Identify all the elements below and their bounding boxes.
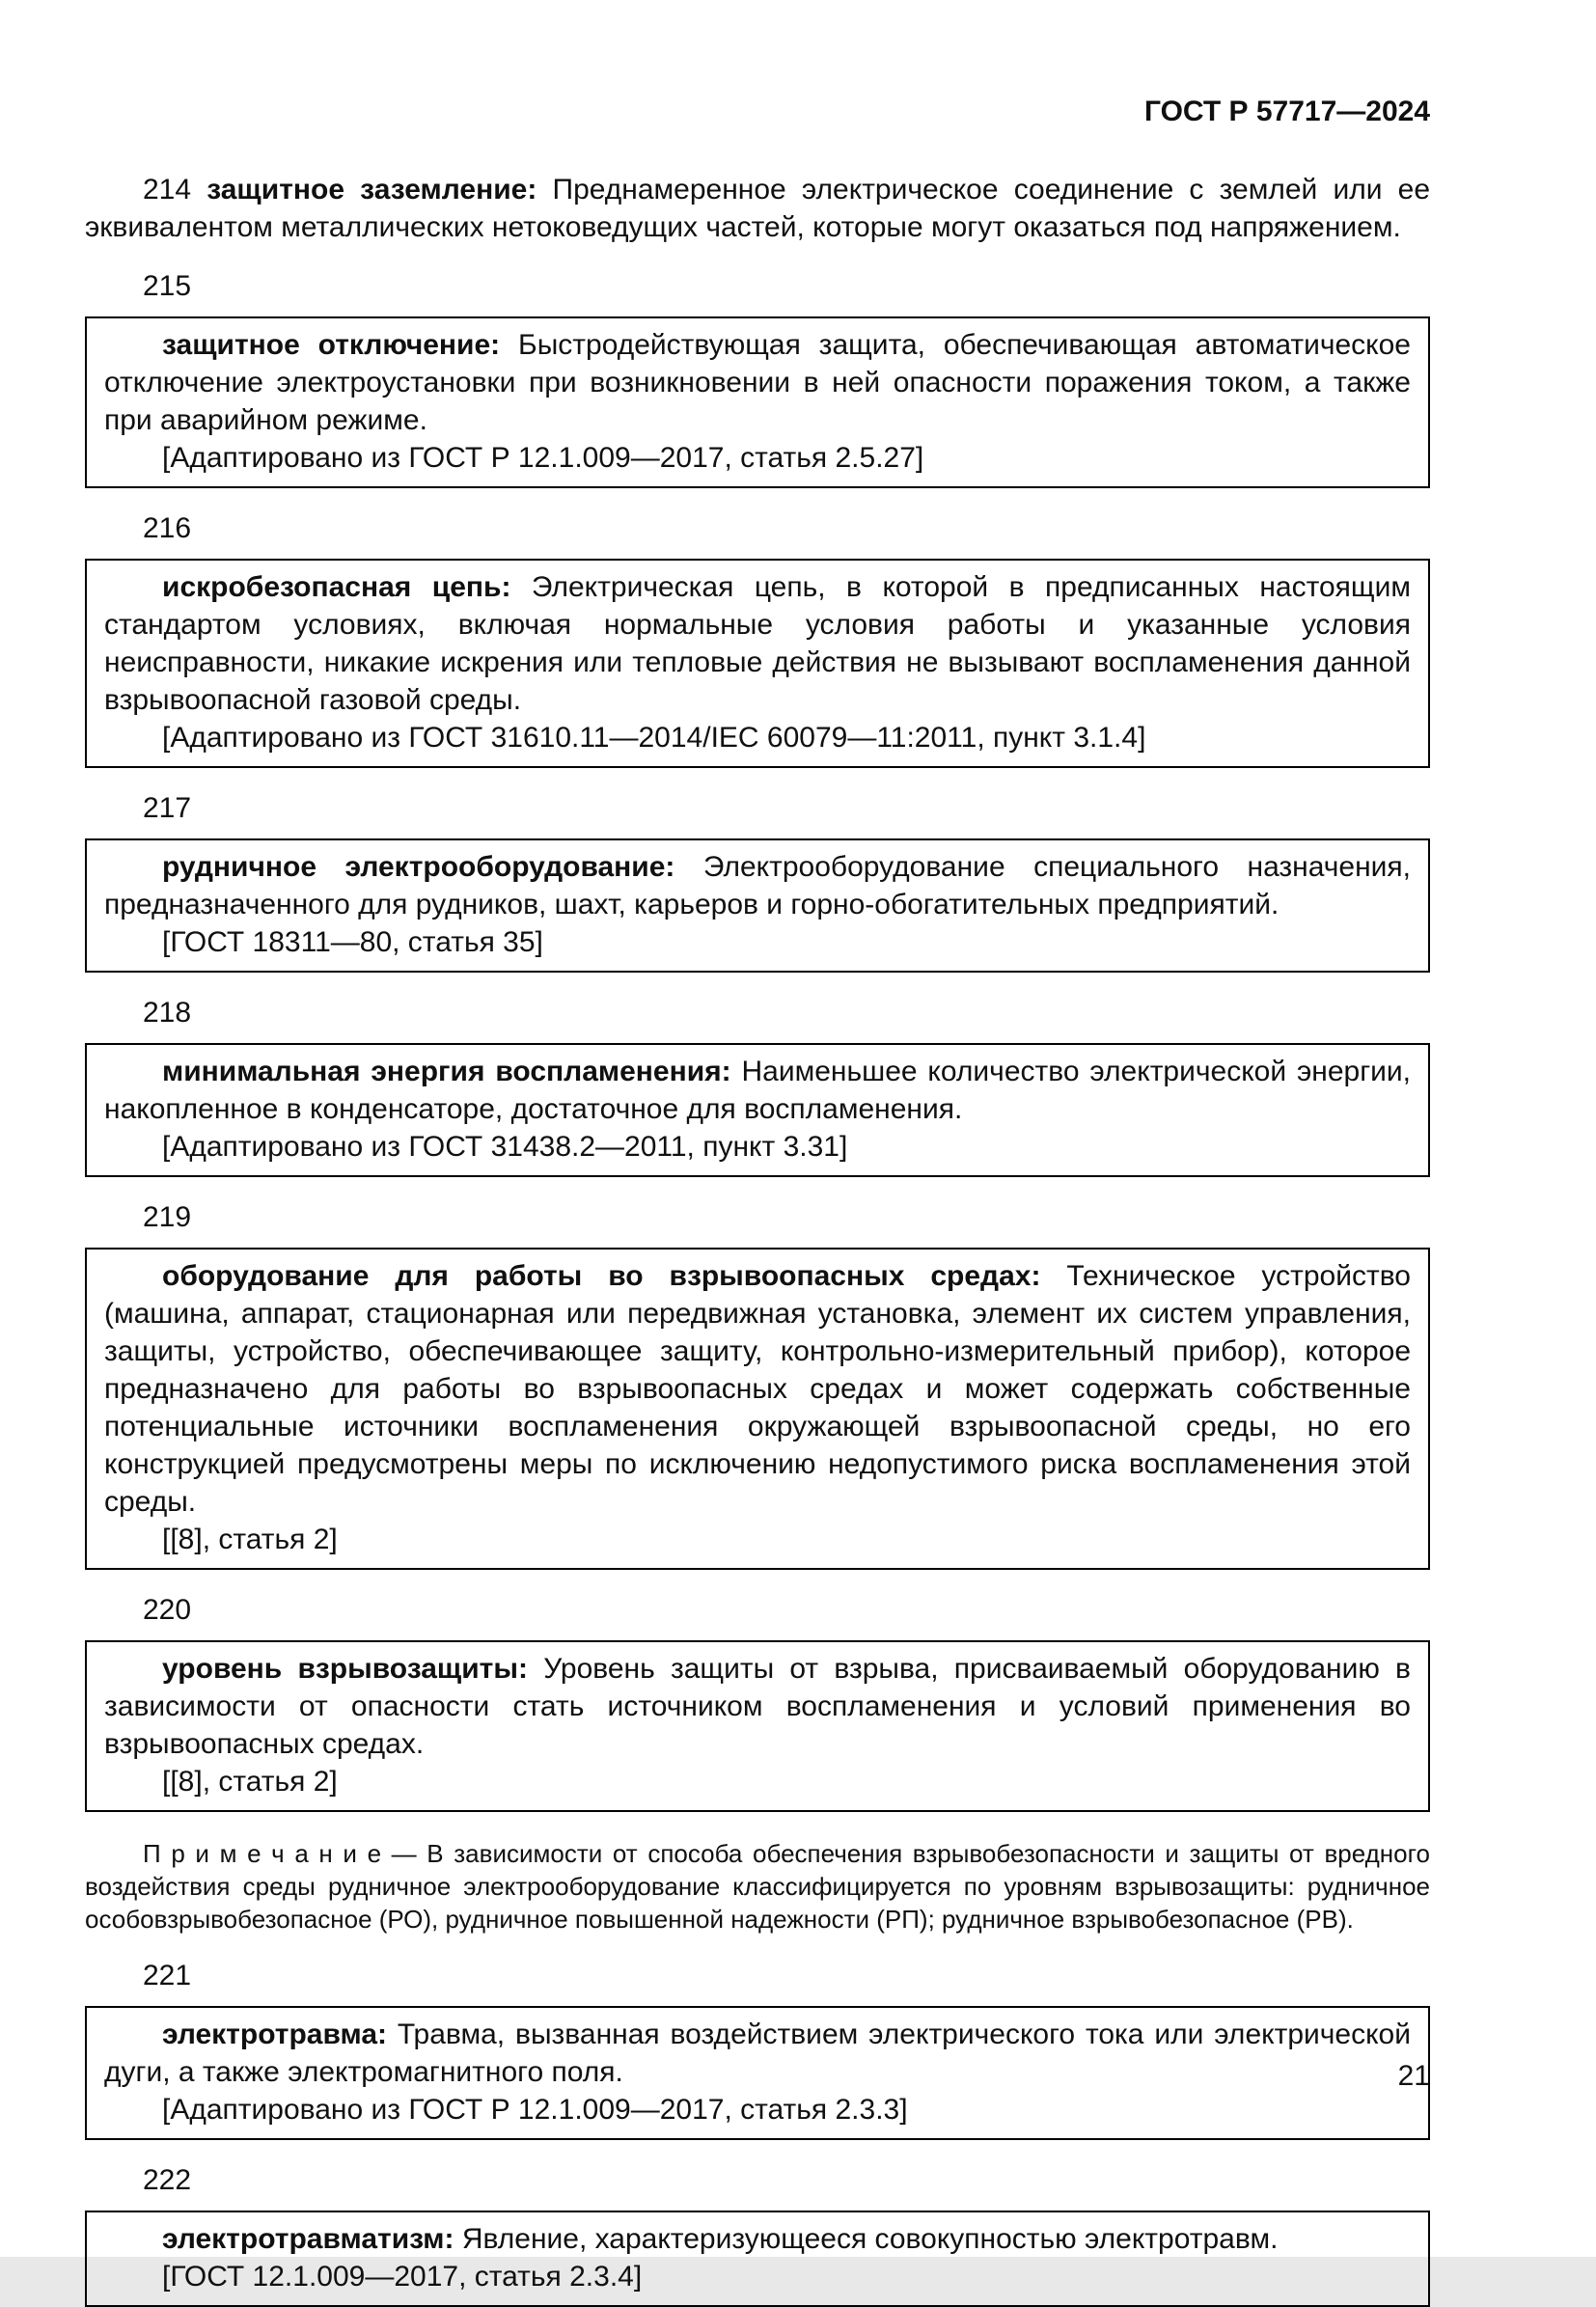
definition-paragraph — [104, 326, 1411, 439]
definition-entry — [85, 2161, 1430, 2307]
page-header — [85, 93, 1430, 130]
entry-number: 216 — [143, 512, 192, 544]
definition-paragraph — [104, 1650, 1411, 1763]
term: оборудование для работы во взрывоопасных средах: — [162, 1260, 1041, 1292]
term: рудничное электрооборудование: — [162, 851, 675, 883]
definition-entry — [85, 789, 1430, 973]
definition-entry — [85, 171, 1430, 246]
definition-box — [85, 1640, 1430, 1812]
definition-paragraph — [104, 568, 1411, 719]
definition-text: Уровень защиты от взрыва, присваиваемый оборудованию в зависимости от опасности стать источником воспламенения и условий применения во взрывоопасных средах. — [104, 1653, 1411, 1760]
definition-box — [85, 1043, 1430, 1177]
definition-box — [85, 171, 1430, 246]
term: электротравматизм: — [162, 2223, 454, 2255]
definition-paragraph — [104, 1053, 1411, 1128]
term: уровень взрывозащиты: — [162, 1653, 528, 1685]
entries-container — [85, 171, 1430, 2307]
page-number: 21 — [1397, 2060, 1430, 2092]
source-reference: [Адаптировано из ГОСТ 31610.11—2014/IEC 60079—11:2011, пункт 3.1.4] — [162, 722, 1146, 754]
entry-number-inline: 214 — [143, 174, 207, 206]
definition-box — [85, 316, 1430, 488]
definition-entry — [85, 1591, 1430, 1936]
doc-code: ГОСТ Р 57717—2024 — [1143, 96, 1430, 127]
entry-number: 222 — [143, 2164, 192, 2196]
definition-text: Преднамеренное электрическое соединение с землей или ее эквивалентом металлических нетоковедущих частей, которые могут оказаться под напряжением. — [85, 174, 1431, 243]
entry-number: 215 — [143, 270, 192, 302]
entry-number: 221 — [143, 1960, 192, 1991]
definition-paragraph — [104, 2016, 1411, 2091]
source-reference: [[8], статья 2] — [162, 1524, 338, 1555]
definition-paragraph — [104, 2220, 1411, 2258]
definition-box — [85, 2006, 1430, 2140]
term: защитное заземление: — [206, 174, 537, 206]
entry-number: 219 — [143, 1201, 192, 1233]
source-reference: [ГОСТ 18311—80, статья 35] — [162, 926, 543, 958]
note: П р и м е ч а н и е — В зависимости от способа обеспечения взрывобезопасности и защиты от вредного воздействия среды рудничное электрооборудование классифицируется по уровням взрывозащиты: рудничное особовзрывобезопасное (РО), рудничное повышенной надежности (РП); рудничное взрывобезопасное (РВ). — [85, 1839, 1430, 1934]
term: электротравма: — [162, 2019, 387, 2050]
source-reference: [ГОСТ 12.1.009—2017, статья 2.3.4] — [162, 2261, 643, 2293]
definition-text: Наименьшее количество электрической энергии, накопленное в конденсаторе, достаточное для воспламенения. — [104, 1056, 1412, 1125]
definition-box — [85, 838, 1430, 973]
definition-paragraph — [104, 848, 1411, 923]
definition-paragraph — [85, 171, 1430, 246]
source-reference: [Адаптировано из ГОСТ Р 12.1.009—2017, статья 2.5.27] — [162, 442, 924, 474]
definition-box — [85, 1248, 1430, 1570]
definition-entry — [85, 994, 1430, 1177]
definition-entry — [85, 267, 1430, 488]
definition-entry — [85, 509, 1430, 768]
source-reference: [[8], статья 2] — [162, 1766, 338, 1798]
definition-text: Травма, вызванная воздействием электрического тока или электрической дуги, а также электромагнитного поля. — [104, 2019, 1411, 2088]
definition-paragraph — [104, 1257, 1411, 1521]
term: искробезопасная цепь: — [162, 571, 511, 603]
source-reference: [Адаптировано из ГОСТ 31438.2—2011, пункт 3.31] — [162, 1131, 848, 1163]
definition-text: Явление, характеризующееся совокупностью электротравм. — [454, 2223, 1279, 2255]
definition-text: Электрооборудование специального назначения, предназначенного для рудников, шахт, карьеров и горно-обогатительных предприятий. — [104, 851, 1411, 920]
definition-text: Электрическая цепь, в которой в предписанных настоящим стандартом условиях, включая нормальные условия работы и указанные условия неисправности, никакие искрения или тепловые действия не вызывают воспламенения данной взрывоопасной газовой среды. — [104, 571, 1411, 716]
definition-text: Быстродействующая защита, обеспечивающая автоматическое отключение электроустановки при возникновении в ней опасности поражения током, а также при аварийном режиме. — [104, 329, 1411, 436]
definition-box — [85, 559, 1430, 768]
definition-entry — [85, 1957, 1430, 2140]
term: минимальная энергия воспламенения: — [162, 1056, 731, 1087]
definition-box — [85, 2211, 1430, 2307]
entry-number: 217 — [143, 792, 192, 824]
definition-entry — [85, 1198, 1430, 1570]
page-footer — [1398, 2057, 1430, 2095]
definition-text: Техническое устройство (машина, аппарат, стационарная или передвижная установка, элемент их систем управления, защиты, устройство, обеспечивающее защиту, контрольно-измерительный прибор), которое предназначено для работы во взрывоопасных средах и может содержать собственные потенциальные источники воспламенения окружающей взрывоопасной среды, но его конструкцией предусмотрены меры по исключению недопустимого риска воспламенения этой среды. — [104, 1260, 1411, 1518]
source-reference: [Адаптировано из ГОСТ Р 12.1.009—2017, статья 2.3.3] — [162, 2094, 908, 2126]
entry-number: 220 — [143, 1594, 192, 1626]
entry-number: 218 — [143, 997, 192, 1029]
term: защитное отключение: — [162, 329, 501, 361]
